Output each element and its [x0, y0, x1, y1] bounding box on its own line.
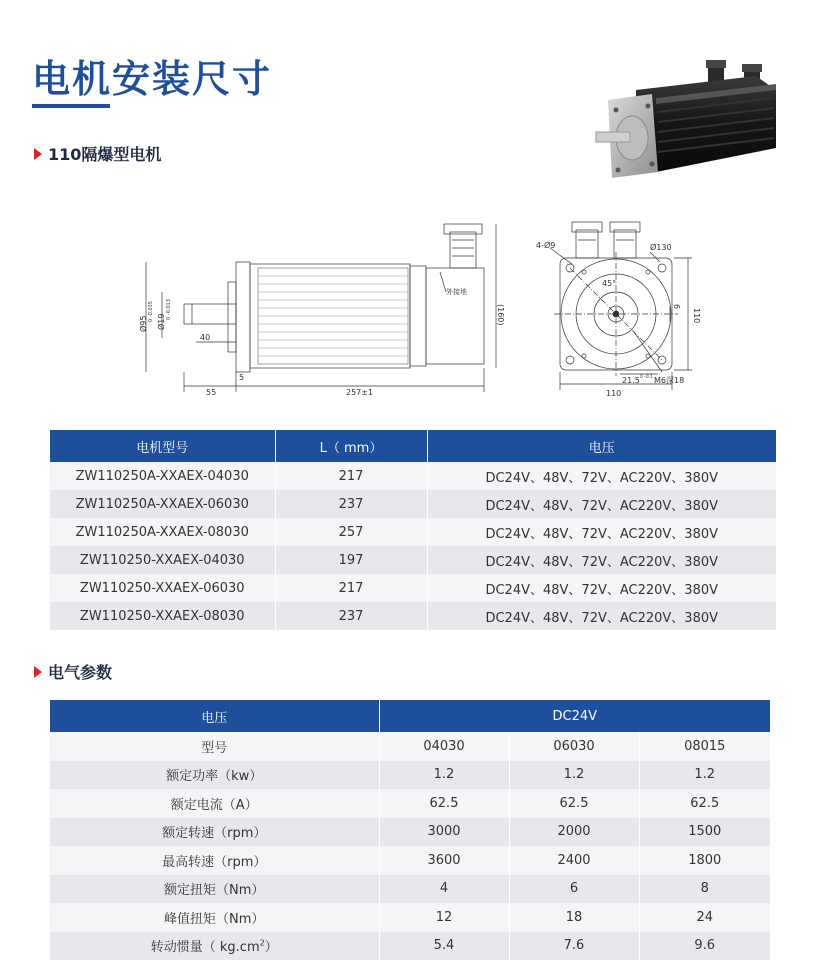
dim-6: 6 — [672, 304, 681, 310]
cell-length: 237 — [275, 602, 427, 630]
dim-diameter-19: Ø19 — [157, 313, 166, 330]
param-label: 额定电流（A） — [50, 789, 379, 818]
header-length: L（ mm） — [275, 430, 427, 462]
param-value: 3600 — [379, 846, 509, 875]
param-label: 额定功率（kw） — [50, 761, 379, 790]
param-value: 1.2 — [509, 761, 639, 790]
param-value: 9.6 — [639, 932, 770, 961]
cell-length: 257 — [275, 518, 427, 546]
cell-model: ZW110250-XXAEX-04030 — [50, 546, 275, 574]
section-heading-electrical — [34, 660, 112, 683]
param-value: 06030 — [509, 732, 639, 761]
section-heading-motor — [34, 142, 161, 165]
dim-21-5-tol: 0 -0.1 — [640, 375, 654, 380]
param-value: 3000 — [379, 818, 509, 847]
section-heading-motor-text: 110隔爆型电机 — [48, 145, 162, 164]
table-row — [50, 732, 770, 761]
side-view — [146, 224, 496, 392]
param-value: 2000 — [509, 818, 639, 847]
triangle-bullet-icon — [34, 148, 42, 160]
header-voltage-value: DC24V — [379, 700, 770, 732]
table-row — [50, 462, 776, 490]
dim-thread: M6深18 — [654, 376, 685, 385]
table-row — [50, 846, 770, 875]
param-value: 1.2 — [379, 761, 509, 790]
cell-length: 237 — [275, 490, 427, 518]
dim-40: 40 — [200, 333, 211, 342]
dim-110-v: 110 — [692, 308, 701, 324]
param-value: 5.4 — [379, 932, 509, 961]
dim-55: 55 — [206, 388, 217, 397]
cell-voltage: DC24V、48V、72V、AC220V、380V — [427, 462, 776, 490]
param-value: 04030 — [379, 732, 509, 761]
table-row — [50, 602, 776, 630]
inertia-label-text: 转动惯量（ kg.cm — [150, 940, 260, 956]
title-underline — [32, 104, 110, 108]
param-value: 1.2 — [639, 761, 770, 790]
cell-model: ZW110250A-XXAEX-04030 — [50, 462, 275, 490]
table-row — [50, 875, 770, 904]
models-table-header — [50, 430, 776, 462]
electrical-table — [50, 700, 770, 960]
param-value: 62.5 — [379, 789, 509, 818]
section-heading-electrical-text: 电气参数 — [48, 663, 113, 682]
header-voltage: 电压 — [427, 430, 776, 462]
dim-holes: 4-Ø9 — [536, 241, 556, 250]
dim-21-5: 21.5 — [622, 376, 640, 385]
header-voltage-label: 电压 — [50, 700, 379, 732]
cell-voltage: DC24V、48V、72V、AC220V、380V — [427, 574, 776, 602]
label-ground: 外接地 — [446, 288, 467, 296]
cell-voltage: DC24V、48V、72V、AC220V、380V — [427, 518, 776, 546]
table-row — [50, 518, 776, 546]
param-label: 型号 — [50, 732, 379, 761]
dim-length: 257±1 — [346, 388, 374, 397]
param-value: 62.5 — [639, 789, 770, 818]
dim-diameter-95-tol: 0 -0.035 — [148, 301, 154, 322]
cell-model: ZW110250-XXAEX-06030 — [50, 574, 275, 602]
param-value: 08015 — [639, 732, 770, 761]
param-value: 12 — [379, 903, 509, 932]
param-value: 8 — [639, 875, 770, 904]
inertia-label-end: ） — [264, 940, 278, 956]
table-row — [50, 789, 770, 818]
cell-model: ZW110250-XXAEX-08030 — [50, 602, 275, 630]
table-row — [50, 932, 770, 961]
param-value: 24 — [639, 903, 770, 932]
cell-voltage: DC24V、48V、72V、AC220V、380V — [427, 490, 776, 518]
param-value: 2400 — [509, 846, 639, 875]
inertia-label-sup: 2 — [259, 938, 265, 948]
dim-110-h: 110 — [606, 389, 622, 398]
param-value: 4 — [379, 875, 509, 904]
table-row — [50, 818, 770, 847]
dim-height: (160) — [496, 304, 505, 326]
cell-length: 217 — [275, 462, 427, 490]
electrical-table-header — [50, 700, 770, 732]
param-label: 额定转速（rpm） — [50, 818, 379, 847]
technical-drawing — [140, 212, 700, 407]
cell-voltage: DC24V、48V、72V、AC220V、380V — [427, 546, 776, 574]
cell-voltage: DC24V、48V、72V、AC220V、380V — [427, 602, 776, 630]
param-value: 1500 — [639, 818, 770, 847]
dim-angle: 45° — [602, 279, 617, 288]
param-value: 18 — [509, 903, 639, 932]
dim-5: 5 — [239, 373, 245, 382]
dim-diameter-95: Ø95 — [139, 315, 148, 332]
cell-model: ZW110250A-XXAEX-08030 — [50, 518, 275, 546]
param-label: 峰值扭矩（Nm） — [50, 903, 379, 932]
cell-length: 217 — [275, 574, 427, 602]
cell-length: 197 — [275, 546, 427, 574]
header-model: 电机型号 — [50, 430, 275, 462]
param-label: 额定扭矩（Nm） — [50, 875, 379, 904]
table-row — [50, 546, 776, 574]
table-row — [50, 490, 776, 518]
param-label-inertia — [50, 932, 379, 961]
dim-diameter-19-tol: 0 -0.013 — [166, 299, 172, 320]
models-table — [50, 430, 776, 630]
motor-photo — [596, 60, 786, 195]
page-title: 电机安装尺寸 — [32, 57, 273, 101]
table-row — [50, 761, 770, 790]
param-value: 62.5 — [509, 789, 639, 818]
table-row — [50, 574, 776, 602]
param-value: 7.6 — [509, 932, 639, 961]
triangle-bullet-icon — [34, 666, 42, 678]
dim-circle: Ø130 — [650, 243, 672, 252]
cell-model: ZW110250A-XXAEX-06030 — [50, 490, 275, 518]
param-value: 1800 — [639, 846, 770, 875]
param-value: 6 — [509, 875, 639, 904]
param-label: 最高转速（rpm） — [50, 846, 379, 875]
table-row — [50, 903, 770, 932]
